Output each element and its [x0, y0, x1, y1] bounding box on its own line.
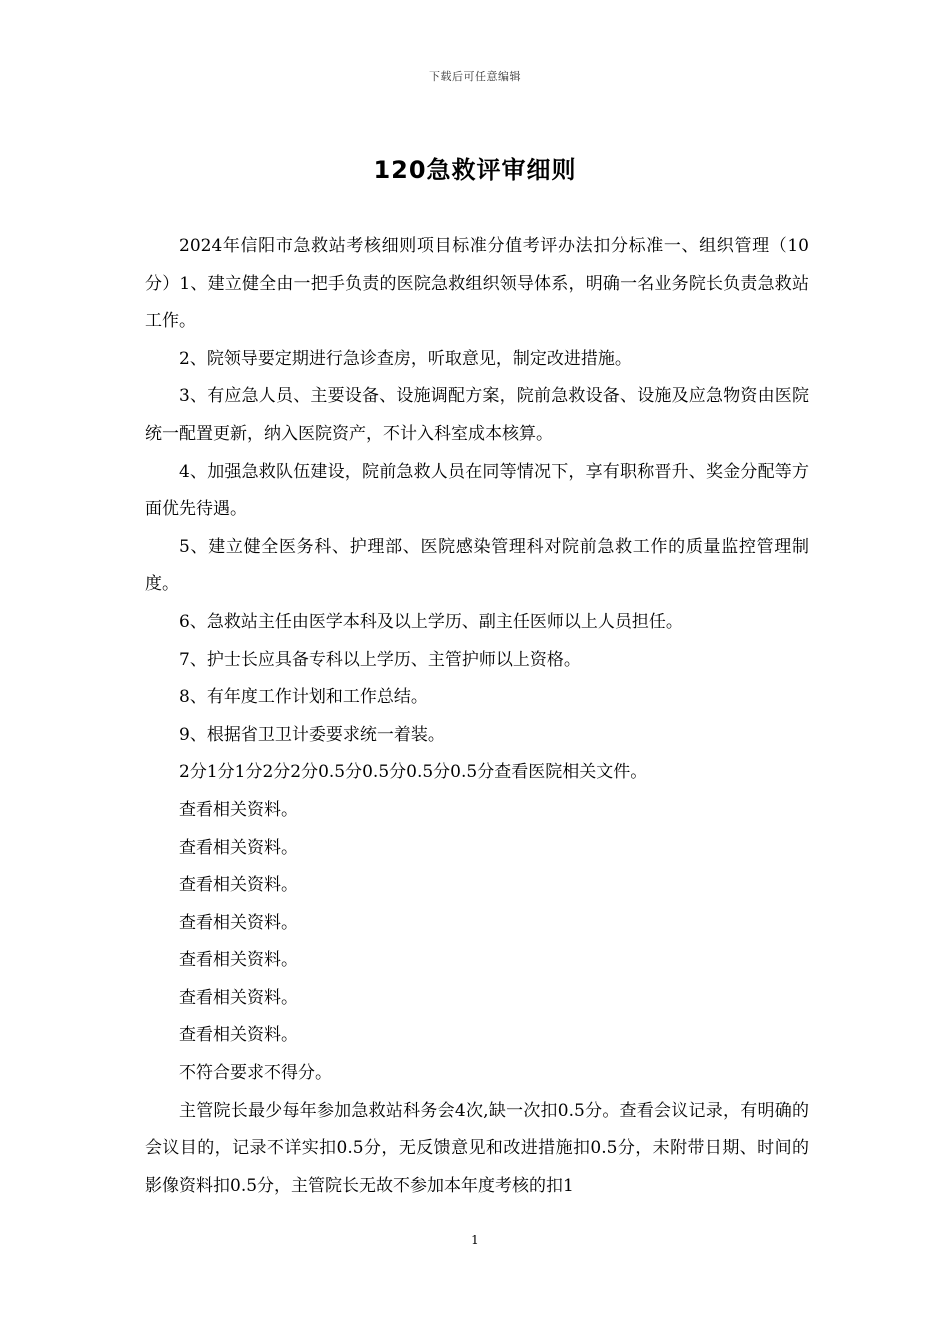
- paragraph: 5、建立健全医务科、护理部、医院感染管理科对院前急救工作的质量监控管理制度。: [145, 536, 809, 595]
- paragraph: 9、根据省卫卫计委要求统一着装。: [179, 724, 445, 745]
- paragraph: 4、加强急救队伍建设，院前急救人员在同等情况下，享有职称晋升、奖金分配等方面优先待遇。: [145, 461, 809, 520]
- header-note: 下载后可任意编辑: [429, 70, 521, 83]
- paragraph: 查看相关资料。: [179, 912, 298, 933]
- paragraph: 3、有应急人员、主要设备、设施调配方案，院前急救设备、设施及应急物资由医院统一配置更新，纳入医院资产，不计入科室成本核算。: [145, 386, 809, 444]
- paragraph: 不符合要求不得分。: [179, 1063, 332, 1084]
- paragraph: 7、护士长应具备专科以上学历、主管护师以上资格。: [179, 649, 581, 670]
- paragraph: 主管院长最少每年参加急救站科务会4次,缺一次扣0.5分。查看会议记录，有明确的会议目的，记录不详实扣0.5分，无反馈意见和改进措施扣0.5分，未附带日期、时间的影像资料扣0.5分，主管院长无故不参加本年度考核的扣1: [145, 1100, 809, 1196]
- paragraph: 查看相关资料。: [179, 837, 298, 858]
- page-number: 1: [471, 1233, 479, 1247]
- paragraph: 2024年信阳市急救站考核细则项目标准分值考评办法扣分标准一、组织管理（10分）1、建立健全由一把手负责的医院急救组织领导体系，明确一名业务院长负责急救站工作。: [145, 236, 809, 332]
- paragraph: 查看相关资料。: [179, 799, 298, 820]
- document-title: 120急救评审细则: [373, 156, 577, 184]
- paragraph: 查看相关资料。: [179, 987, 298, 1008]
- paragraph: 查看相关资料。: [179, 950, 298, 971]
- paragraph: 8、有年度工作计划和工作总结。: [179, 687, 428, 708]
- paragraph: 6、急救站主任由医学本科及以上学历、副主任医师以上人员担任。: [179, 611, 683, 632]
- document-body: [145, 228, 809, 1205]
- paragraph: 查看相关资料。: [179, 875, 298, 896]
- paragraph: 2、院领导要定期进行急诊查房，听取意见，制定改进措施。: [179, 348, 632, 369]
- paragraph: 2分1分1分2分2分0.5分0.5分0.5分0.5分查看医院相关文件。: [179, 762, 648, 783]
- paragraph: 查看相关资料。: [179, 1025, 298, 1046]
